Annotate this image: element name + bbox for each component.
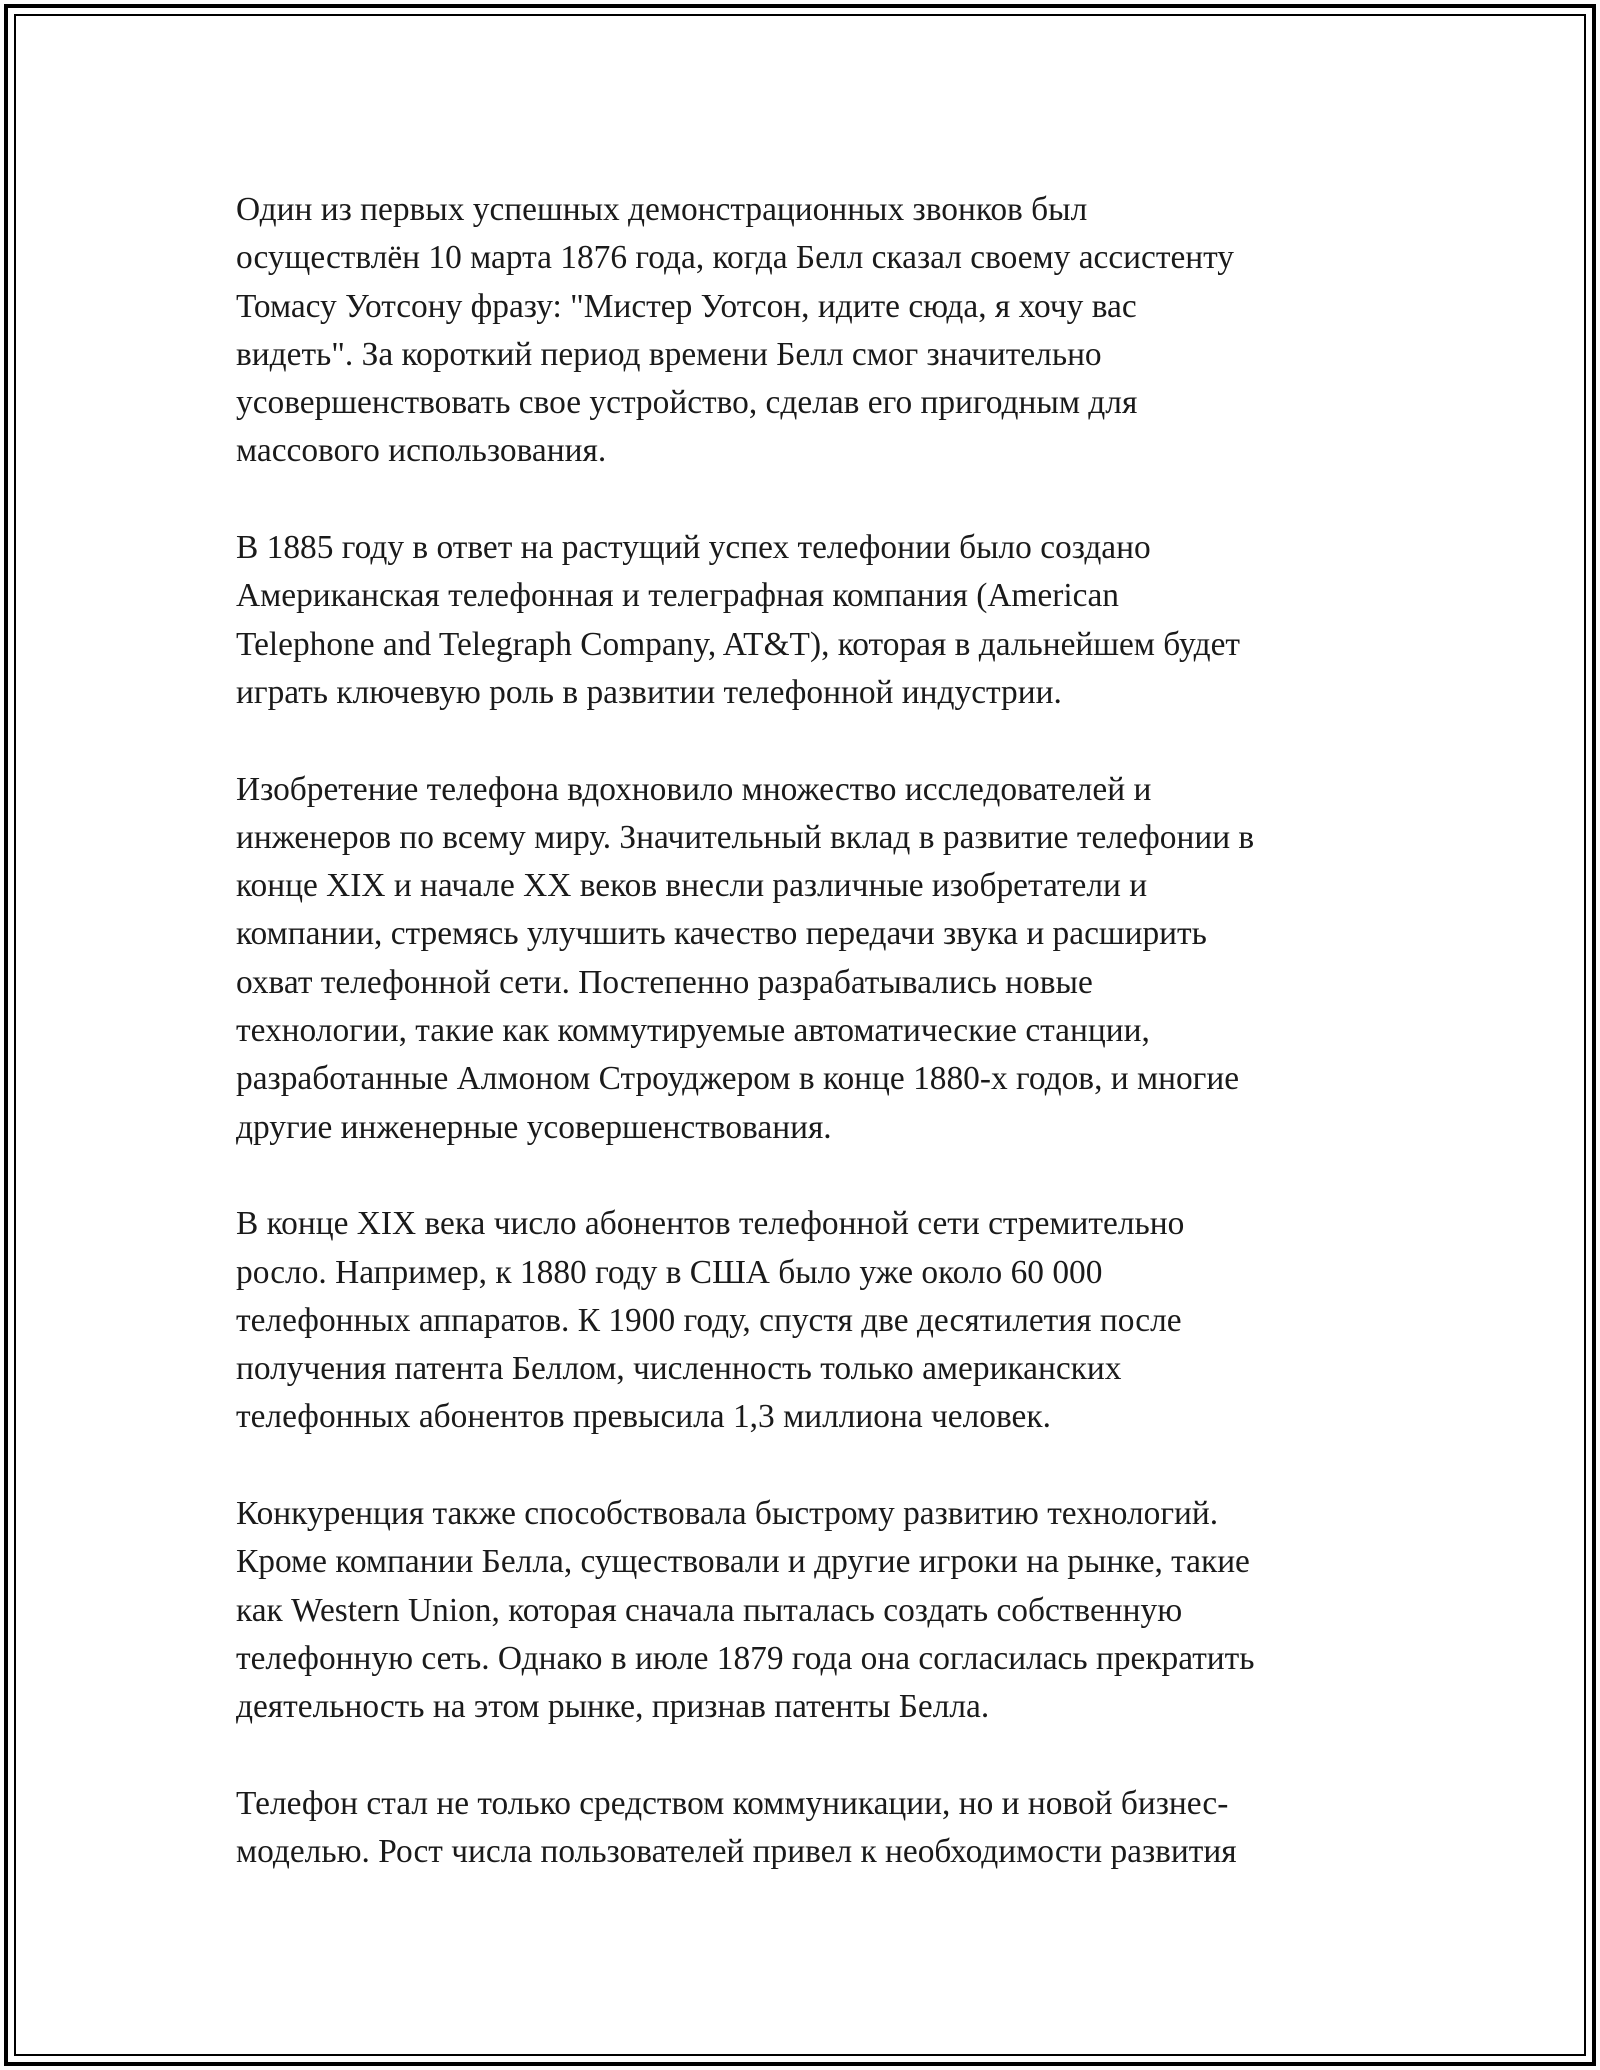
- paragraph-att-founding: [236, 524, 1376, 717]
- text-line: Томасу Уотсону фразу: "Мистер Уотсон, идите сюда, я хочу вас: [236, 287, 1137, 325]
- text-line: Американская телефонная и телеграфная компания (American: [236, 577, 1119, 615]
- text-line: охват телефонной сети. Постепенно разрабатывались новые: [236, 963, 1093, 1001]
- text-line: конце XIX и начале XX веков внесли различные изобретатели и: [236, 867, 1148, 905]
- text-line: массового использования.: [236, 432, 607, 470]
- text-line: росло. Например, к 1880 году в США было уже около 60 000: [236, 1253, 1103, 1291]
- text-line: Кроме компании Белла, существовали и другие игроки на рынке, такие: [236, 1543, 1250, 1581]
- text-line: разработанные Алмоном Строуджером в конце 1880-х годов, и многие: [236, 1060, 1240, 1098]
- paragraph-bell-first-call: [236, 186, 1376, 476]
- text-line: Конкуренция также способствовала быстрому развитию технологий.: [236, 1495, 1219, 1533]
- text-line: компании, стремясь улучшить качество передачи звука и расширить: [236, 915, 1207, 953]
- text-line: как Western Union, которая сначала пыталась создать собственную: [236, 1591, 1183, 1629]
- text-line: играть ключевую роль в развитии телефонной индустрии.: [236, 673, 1062, 711]
- paragraph-subscribers: [236, 1200, 1376, 1441]
- text-line: видеть". За короткий период времени Белл смог значительно: [236, 335, 1102, 373]
- paragraph-business-model: [236, 1780, 1376, 1877]
- text-line: другие инженерные усовершенствования.: [236, 1108, 832, 1146]
- text-line: инженеров по всему миру. Значительный вклад в развитие телефонии в: [236, 818, 1255, 856]
- text-line: телефонную сеть. Однако в июле 1879 года она согласилась прекратить: [236, 1639, 1255, 1677]
- text-line: технологии, такие как коммутируемые автоматические станции,: [236, 1012, 1150, 1050]
- text-line: Telephone and Telegraph Company, AT&T), которая в дальнейшем будет: [236, 625, 1240, 663]
- text-line: осуществлён 10 марта 1876 года, когда Белл сказал своему ассистенту: [236, 239, 1235, 277]
- paragraph-competition: [236, 1490, 1376, 1731]
- paragraph-inventors: [236, 766, 1376, 1152]
- text-line: Изобретение телефона вдохновило множество исследователей и: [236, 770, 1152, 808]
- text-line: В 1885 году в ответ на растущий успех телефонии было создано: [236, 529, 1151, 567]
- text-line: телефонных аппаратов. К 1900 году, спустя две десятилетия после: [236, 1301, 1182, 1339]
- text-line: деятельность на этом рынке, признав патенты Белла.: [236, 1688, 990, 1726]
- text-line: получения патента Беллом, численность только американских: [236, 1350, 1122, 1388]
- text-line: Один из первых успешных демонстрационных звонков был: [236, 191, 1088, 228]
- text-line: телефонных абонентов превысила 1,3 миллиона человек.: [236, 1398, 1051, 1436]
- text-line: моделью. Рост числа пользователей привел к необходимости развития: [236, 1833, 1237, 1871]
- text-line: Телефон стал не только средством коммуникации, но и новой бизнес-: [236, 1784, 1229, 1822]
- text-line: усовершенствовать свое устройство, сделав его пригодным для: [236, 384, 1138, 422]
- text-line: В конце XIX века число абонентов телефонной сети стремительно: [236, 1205, 1185, 1243]
- document-body: [236, 186, 1376, 1876]
